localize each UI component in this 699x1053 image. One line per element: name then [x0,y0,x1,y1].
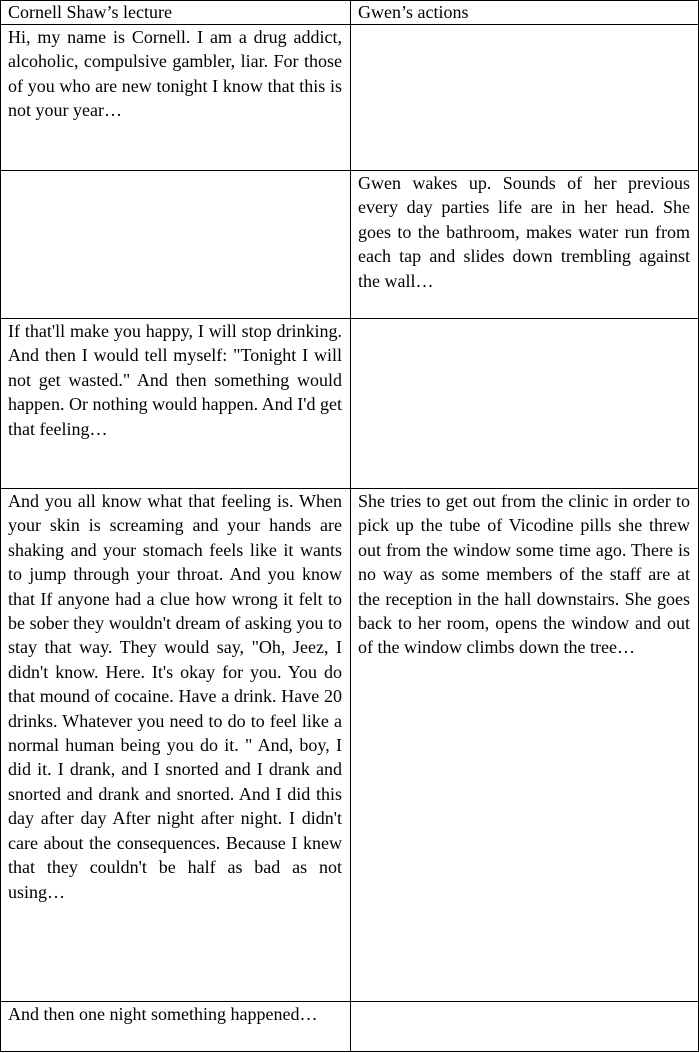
lecture-cell [1,319,351,489]
actions-text: She tries to get out from the clinic in order to pick up the tube of Vicodine pills she threw out from the window some time ago. There is no way as some members of the staff are at the reception in the hall downstairs. She goes back to her room, opens the window and out of the window climbs down the tree… [358,491,690,658]
header-lecture-label: Cornell Shaw’s lecture [8,2,172,22]
table-row [1,25,699,171]
lecture-text: If that'll make you happy, I will stop drinking. And then I would tell myself: "Tonight I will not get wasted." And then something would happen. Or nothing would happen. And I'd get that feeling… [8,321,342,439]
actions-cell [351,171,699,319]
actions-cell [351,25,699,171]
lecture-text: Hi, my name is Cornell. I am a drug addict, alcoholic, compulsive gambler, liar. For those of you who are new tonight I know that this is not your year… [8,27,342,121]
table-row [1,171,699,319]
actions-cell [351,1002,699,1052]
table-row [1,1002,699,1052]
actions-cell [351,319,699,489]
table-header-row [1,1,699,25]
header-cell-lecture [1,1,351,25]
lecture-text: And you all know what that feeling is. When your skin is screaming and your hands are shaking and your stomach feels like it wants to jump through your throat. And you know that If anyone had a clue how wrong it felt to be sober they wouldn't dream of asking you to stay that way. They would say, "Oh, Jeez, I didn't know. Here. It's okay for you. You do that mound of cocaine. Have a drink. Have 20 drinks. Whatever you need to do to feel like a normal human being you do it. " And, boy, I did it. I drank, and I snorted and I drank and snorted and drank and snorted. And I did this day after day After night after night. I didn't care about the consequences. Because I knew that they couldn't be half as bad as not using… [8,491,342,902]
lecture-cell [1,25,351,171]
actions-text: Gwen wakes up. Sounds of her previous every day parties life are in her head. She goes to the bathroom, makes water run from each tap and slides down trembling against the wall… [358,173,690,291]
lecture-cell [1,171,351,319]
actions-cell [351,489,699,1002]
lecture-text: And then one night something happened… [8,1004,318,1024]
lecture-cell [1,489,351,1002]
table-row [1,489,699,1002]
header-cell-actions [351,1,699,25]
header-actions-label: Gwen’s actions [358,2,469,22]
table-row [1,319,699,489]
lecture-cell [1,1002,351,1052]
